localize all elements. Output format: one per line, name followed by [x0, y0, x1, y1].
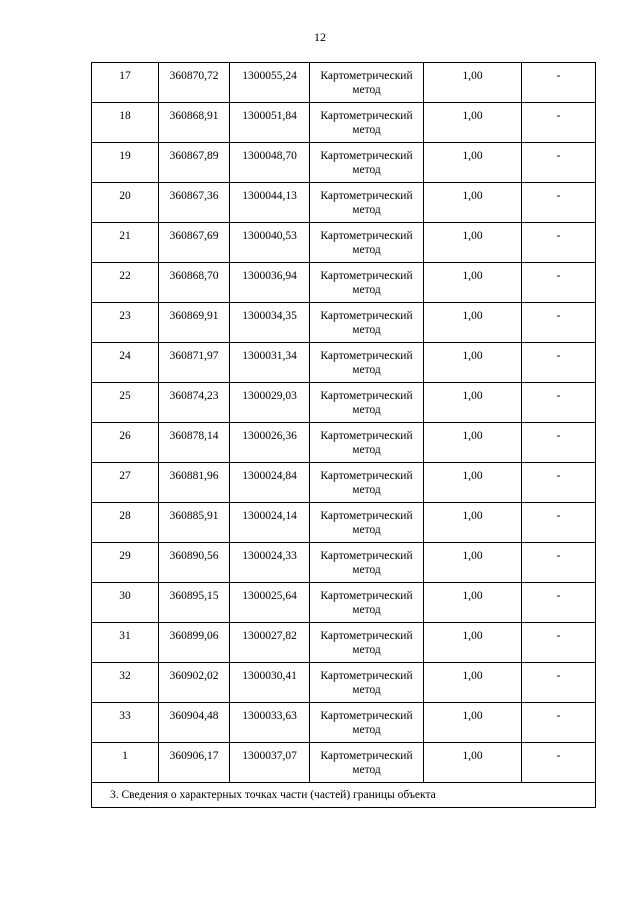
method-line-2: метод — [352, 404, 381, 416]
y-coordinate-cell — [230, 223, 310, 263]
x-coordinate-cell-text: 360868,70 — [169, 270, 219, 282]
method-line-1: Картометрический — [320, 390, 413, 402]
y-coordinate-cell-text: 1300034,35 — [242, 310, 297, 322]
method-line-2: метод — [352, 564, 381, 576]
x-coordinate-cell — [159, 223, 230, 263]
method-line-1: Картометрический — [320, 750, 413, 762]
y-coordinate-cell-text: 1300036,94 — [242, 270, 297, 282]
point-number-cell-text: 32 — [119, 670, 131, 682]
point-number-cell — [92, 663, 159, 703]
x-coordinate-cell-text: 360869,91 — [169, 310, 219, 322]
method-cell — [310, 623, 424, 663]
method-cell — [310, 463, 424, 503]
y-coordinate-cell-text: 1300024,14 — [242, 510, 297, 522]
method-line-1: Картометрический — [320, 270, 413, 282]
method-line-1: Картометрический — [320, 710, 413, 722]
point-number-cell — [92, 623, 159, 663]
accuracy-cell — [424, 423, 522, 463]
y-coordinate-cell — [230, 463, 310, 503]
x-coordinate-cell — [159, 103, 230, 143]
accuracy-cell — [424, 263, 522, 303]
table-row — [92, 103, 596, 143]
x-coordinate-cell-text: 360890,56 — [169, 550, 219, 562]
x-coordinate-cell-text: 360870,72 — [169, 70, 219, 82]
x-coordinate-cell-text: 360867,89 — [169, 150, 219, 162]
x-coordinate-cell-text: 360867,69 — [169, 230, 219, 242]
table-row — [92, 183, 596, 223]
y-coordinate-cell — [230, 583, 310, 623]
point-number-cell — [92, 103, 159, 143]
accuracy-cell-text: 1,00 — [462, 110, 483, 122]
method-line-2: метод — [352, 164, 381, 176]
point-number-cell — [92, 503, 159, 543]
note-cell — [522, 503, 596, 543]
y-coordinate-cell — [230, 503, 310, 543]
point-number-cell-text: 18 — [119, 110, 131, 122]
x-coordinate-cell — [159, 663, 230, 703]
x-coordinate-cell-text: 360881,96 — [169, 470, 219, 482]
point-number-cell — [92, 383, 159, 423]
point-number-cell-text: 28 — [119, 510, 131, 522]
method-line-1: Картометрический — [320, 470, 413, 482]
note-cell — [522, 663, 596, 703]
point-number-cell — [92, 543, 159, 583]
x-coordinate-cell-text: 360899,06 — [169, 630, 219, 642]
x-coordinate-cell — [159, 143, 230, 183]
method-cell — [310, 743, 424, 783]
note-cell-text: - — [556, 470, 561, 482]
method-cell — [310, 583, 424, 623]
point-number-cell — [92, 463, 159, 503]
method-line-1: Картометрический — [320, 310, 413, 322]
method-cell — [310, 383, 424, 423]
method-cell — [310, 543, 424, 583]
y-coordinate-cell-text: 1300030,41 — [242, 670, 297, 682]
y-coordinate-cell — [230, 663, 310, 703]
method-line-1: Картометрический — [320, 350, 413, 362]
note-cell-text: - — [556, 350, 561, 362]
x-coordinate-cell-text: 360878,14 — [169, 430, 219, 442]
point-number-cell-text: 24 — [119, 350, 131, 362]
method-line-1: Картометрический — [320, 230, 413, 242]
x-coordinate-cell-text: 360867,36 — [169, 190, 219, 202]
y-coordinate-cell-text: 1300055,24 — [242, 70, 297, 82]
accuracy-cell-text: 1,00 — [462, 390, 483, 402]
table-row — [92, 543, 596, 583]
accuracy-cell-text: 1,00 — [462, 710, 483, 722]
method-line-2: метод — [352, 644, 381, 656]
y-coordinate-cell-text: 1300025,64 — [242, 590, 297, 602]
accuracy-cell — [424, 623, 522, 663]
table-row — [92, 263, 596, 303]
table-row — [92, 143, 596, 183]
note-cell — [522, 183, 596, 223]
point-number-cell-text: 29 — [119, 550, 131, 562]
note-cell — [522, 303, 596, 343]
point-number-cell — [92, 423, 159, 463]
table-row — [92, 703, 596, 743]
method-cell — [310, 223, 424, 263]
x-coordinate-cell-text: 360874,23 — [169, 390, 219, 402]
table-row — [92, 743, 596, 783]
point-number-cell-text: 25 — [119, 390, 131, 402]
point-number-cell — [92, 63, 159, 103]
method-cell — [310, 183, 424, 223]
section-heading: 3. Сведения о характерных точках части (частей) границы объекта — [92, 783, 596, 808]
method-line-1: Картометрический — [320, 110, 413, 122]
coordinates-table — [91, 62, 596, 808]
point-number-cell-text: 17 — [119, 70, 131, 82]
y-coordinate-cell-text: 1300040,53 — [242, 230, 297, 242]
note-cell-text: - — [556, 710, 561, 722]
note-cell-text: - — [556, 670, 561, 682]
accuracy-cell-text: 1,00 — [462, 430, 483, 442]
x-coordinate-cell — [159, 183, 230, 223]
y-coordinate-cell-text: 1300027,82 — [242, 630, 297, 642]
method-line-1: Картометрический — [320, 430, 413, 442]
x-coordinate-cell-text: 360906,17 — [169, 750, 219, 762]
note-cell-text: - — [556, 590, 561, 602]
y-coordinate-cell-text: 1300048,70 — [242, 150, 297, 162]
point-number-cell-text: 20 — [119, 190, 131, 202]
method-line-2: метод — [352, 484, 381, 496]
x-coordinate-cell — [159, 463, 230, 503]
accuracy-cell — [424, 583, 522, 623]
accuracy-cell — [424, 343, 522, 383]
method-line-2: метод — [352, 684, 381, 696]
accuracy-cell-text: 1,00 — [462, 510, 483, 522]
method-cell — [310, 303, 424, 343]
accuracy-cell-text: 1,00 — [462, 70, 483, 82]
note-cell-text: - — [556, 270, 561, 282]
accuracy-cell-text: 1,00 — [462, 350, 483, 362]
point-number-cell — [92, 343, 159, 383]
point-number-cell-text: 27 — [119, 470, 131, 482]
accuracy-cell-text: 1,00 — [462, 630, 483, 642]
note-cell — [522, 143, 596, 183]
method-line-1: Картометрический — [320, 70, 413, 82]
point-number-cell — [92, 583, 159, 623]
point-number-cell-text: 31 — [119, 630, 131, 642]
x-coordinate-cell — [159, 343, 230, 383]
accuracy-cell-text: 1,00 — [462, 670, 483, 682]
note-cell-text: - — [556, 750, 561, 762]
note-cell-text: - — [556, 310, 561, 322]
y-coordinate-cell — [230, 63, 310, 103]
note-cell-text: - — [556, 70, 561, 82]
table-row — [92, 343, 596, 383]
accuracy-cell-text: 1,00 — [462, 230, 483, 242]
point-number-cell-text: 23 — [119, 310, 131, 322]
note-cell — [522, 263, 596, 303]
method-line-1: Картометрический — [320, 550, 413, 562]
x-coordinate-cell-text: 360904,48 — [169, 710, 219, 722]
accuracy-cell — [424, 183, 522, 223]
x-coordinate-cell-text: 360895,15 — [169, 590, 219, 602]
note-cell-text: - — [556, 230, 561, 242]
y-coordinate-cell — [230, 183, 310, 223]
method-line-2: метод — [352, 604, 381, 616]
note-cell — [522, 703, 596, 743]
accuracy-cell-text: 1,00 — [462, 270, 483, 282]
table-row — [92, 623, 596, 663]
table-row — [92, 463, 596, 503]
method-line-2: метод — [352, 724, 381, 736]
note-cell — [522, 383, 596, 423]
method-line-1: Картометрический — [320, 670, 413, 682]
x-coordinate-cell-text: 360868,91 — [169, 110, 219, 122]
method-line-1: Картометрический — [320, 590, 413, 602]
page-number: 12 — [314, 30, 326, 44]
y-coordinate-cell — [230, 303, 310, 343]
y-coordinate-cell — [230, 383, 310, 423]
method-line-2: метод — [352, 764, 381, 776]
x-coordinate-cell — [159, 263, 230, 303]
accuracy-cell — [424, 543, 522, 583]
method-cell — [310, 343, 424, 383]
x-coordinate-cell — [159, 423, 230, 463]
point-number-cell-text: 19 — [119, 150, 131, 162]
table-row — [92, 583, 596, 623]
method-cell — [310, 143, 424, 183]
point-number-cell-text: 22 — [119, 270, 131, 282]
note-cell-text: - — [556, 110, 561, 122]
note-cell — [522, 743, 596, 783]
accuracy-cell — [424, 63, 522, 103]
note-cell — [522, 103, 596, 143]
y-coordinate-cell-text: 1300029,03 — [242, 390, 297, 402]
note-cell-text: - — [556, 550, 561, 562]
x-coordinate-cell — [159, 63, 230, 103]
y-coordinate-cell — [230, 143, 310, 183]
accuracy-cell — [424, 103, 522, 143]
section-heading-row — [92, 783, 596, 808]
accuracy-cell — [424, 703, 522, 743]
point-number-cell — [92, 703, 159, 743]
method-line-1: Картометрический — [320, 190, 413, 202]
y-coordinate-cell — [230, 743, 310, 783]
accuracy-cell-text: 1,00 — [462, 310, 483, 322]
method-line-1: Картометрический — [320, 150, 413, 162]
x-coordinate-cell — [159, 623, 230, 663]
y-coordinate-cell-text: 1300024,33 — [242, 550, 297, 562]
accuracy-cell-text: 1,00 — [462, 590, 483, 602]
y-coordinate-cell-text: 1300026,36 — [242, 430, 297, 442]
coordinates-table-body — [92, 63, 596, 783]
point-number-cell — [92, 143, 159, 183]
table-row — [92, 663, 596, 703]
y-coordinate-cell-text: 1300033,63 — [242, 710, 297, 722]
method-line-2: метод — [352, 284, 381, 296]
point-number-cell-text: 33 — [119, 710, 131, 722]
accuracy-cell-text: 1,00 — [462, 470, 483, 482]
note-cell — [522, 423, 596, 463]
y-coordinate-cell-text: 1300044,13 — [242, 190, 297, 202]
note-cell — [522, 543, 596, 583]
table-row — [92, 503, 596, 543]
point-number-cell-text: 26 — [119, 430, 131, 442]
x-coordinate-cell — [159, 583, 230, 623]
method-line-2: метод — [352, 524, 381, 536]
x-coordinate-cell — [159, 303, 230, 343]
accuracy-cell — [424, 503, 522, 543]
y-coordinate-cell — [230, 103, 310, 143]
point-number-cell-text: 1 — [122, 750, 128, 762]
method-line-2: метод — [352, 84, 381, 96]
note-cell-text: - — [556, 190, 561, 202]
note-cell-text: - — [556, 510, 561, 522]
x-coordinate-cell — [159, 383, 230, 423]
y-coordinate-cell-text: 1300037,07 — [242, 750, 297, 762]
y-coordinate-cell — [230, 423, 310, 463]
method-cell — [310, 503, 424, 543]
x-coordinate-cell — [159, 703, 230, 743]
note-cell — [522, 343, 596, 383]
accuracy-cell — [424, 223, 522, 263]
x-coordinate-cell-text: 360871,97 — [169, 350, 219, 362]
table-row — [92, 223, 596, 263]
point-number-cell-text: 21 — [119, 230, 131, 242]
point-number-cell — [92, 223, 159, 263]
method-line-2: метод — [352, 444, 381, 456]
point-number-cell — [92, 183, 159, 223]
table-row — [92, 383, 596, 423]
accuracy-cell — [424, 743, 522, 783]
table-row — [92, 303, 596, 343]
y-coordinate-cell-text: 1300024,84 — [242, 470, 297, 482]
method-cell — [310, 703, 424, 743]
method-cell — [310, 663, 424, 703]
method-line-2: метод — [352, 204, 381, 216]
table-row — [92, 423, 596, 463]
method-cell — [310, 263, 424, 303]
y-coordinate-cell — [230, 623, 310, 663]
y-coordinate-cell — [230, 703, 310, 743]
method-line-1: Картометрический — [320, 630, 413, 642]
accuracy-cell-text: 1,00 — [462, 750, 483, 762]
x-coordinate-cell — [159, 543, 230, 583]
method-line-2: метод — [352, 244, 381, 256]
point-number-cell — [92, 743, 159, 783]
method-line-2: метод — [352, 324, 381, 336]
accuracy-cell — [424, 663, 522, 703]
method-line-1: Картометрический — [320, 510, 413, 522]
point-number-cell-text: 30 — [119, 590, 131, 602]
note-cell — [522, 623, 596, 663]
method-line-2: метод — [352, 364, 381, 376]
note-cell — [522, 583, 596, 623]
accuracy-cell-text: 1,00 — [462, 150, 483, 162]
note-cell-text: - — [556, 390, 561, 402]
note-cell — [522, 223, 596, 263]
y-coordinate-cell-text: 1300051,84 — [242, 110, 297, 122]
accuracy-cell — [424, 143, 522, 183]
point-number-cell — [92, 303, 159, 343]
accuracy-cell-text: 1,00 — [462, 550, 483, 562]
y-coordinate-cell — [230, 343, 310, 383]
y-coordinate-cell-text: 1300031,34 — [242, 350, 297, 362]
note-cell — [522, 463, 596, 503]
x-coordinate-cell-text: 360885,91 — [169, 510, 219, 522]
note-cell-text: - — [556, 150, 561, 162]
note-cell-text: - — [556, 630, 561, 642]
x-coordinate-cell-text: 360902,02 — [169, 670, 219, 682]
note-cell-text: - — [556, 430, 561, 442]
note-cell — [522, 63, 596, 103]
accuracy-cell — [424, 463, 522, 503]
method-cell — [310, 423, 424, 463]
y-coordinate-cell — [230, 543, 310, 583]
accuracy-cell — [424, 383, 522, 423]
method-line-2: метод — [352, 124, 381, 136]
method-cell — [310, 63, 424, 103]
point-number-cell — [92, 263, 159, 303]
y-coordinate-cell — [230, 263, 310, 303]
method-cell — [310, 103, 424, 143]
x-coordinate-cell — [159, 503, 230, 543]
accuracy-cell-text: 1,00 — [462, 190, 483, 202]
table-row — [92, 63, 596, 103]
x-coordinate-cell — [159, 743, 230, 783]
accuracy-cell — [424, 303, 522, 343]
